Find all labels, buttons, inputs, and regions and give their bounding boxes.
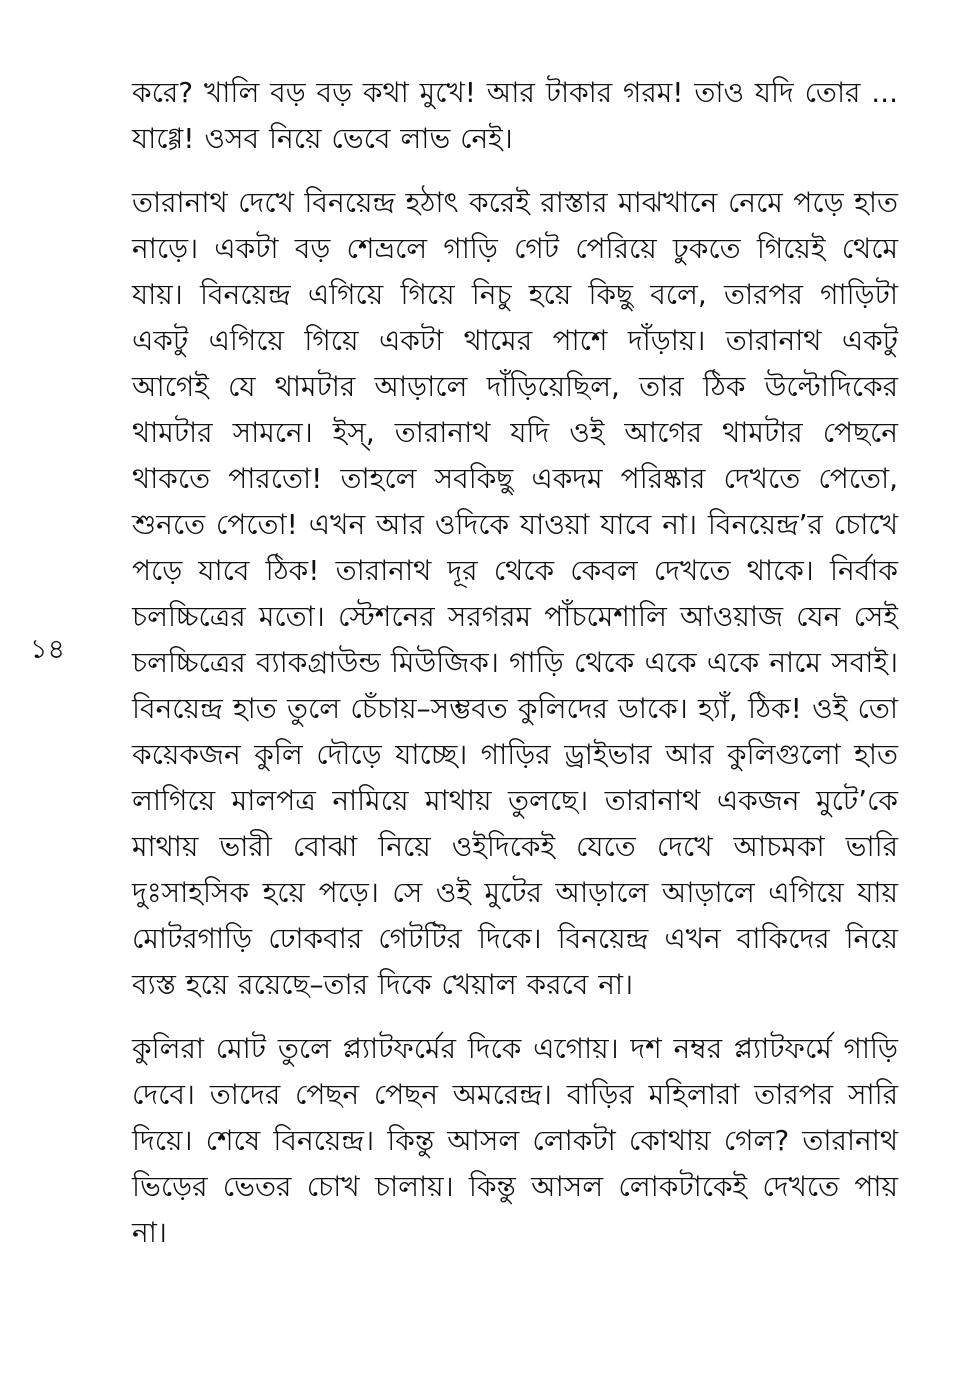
page-body [132, 70, 898, 1256]
paragraph-1: করে? খালি বড় বড় কথা মুখে! আর টাকার গরম! তাও যদি তোর ... যাগ্গে! ওসব নিয়ে ভেবে লাভ নেই। [132, 76, 898, 155]
paragraph-2: তারানাথ দেখে বিনয়েন্দ্র হঠাৎ করেই রাস্তার মাঝখানে নেমে পড়ে হাত নাড়ে। একটা বড় শেভ্রলে গাড়ি গেট পেরিয়ে ঢুকতে গিয়েই থেমে যায়। বিনয়েন্দ্র এগিয়ে গিয়ে নিচু হয়ে কিছু বলে, তারপর গাড়িটা একটু এগিয়ে গিয়ে একটা থামের পাশে দাঁড়ায়। তারানাথ একটু আগেই যে থামটার আড়ালে দাঁড়িয়েছিল, তার ঠিক উল্টোদিকের থামটার সামনে। ইস্, তারানাথ যদি ওই আগের থামটার পেছনে থাকতে পারতো! তাহলে সবকিছু একদম পরিষ্কার দেখতে পেতো, শুনতে পেতো! এখন আর ওদিকে যাওয়া যাবে না। বিনয়েন্দ্র’র চোখে পড়ে যাবে ঠিক! তারানাথ দূর থেকে কেবল দেখতে থাকে। নির্বাক চলচ্চিত্রের মতো। স্টেশনের সরগরম পাঁচমেশালি আওয়াজ যেন সেই চলচ্চিত্রের ব্যাকগ্রাউন্ড মিউজিক। গাড়ি থেকে একে একে নামে সবাই। বিনয়েন্দ্র হাত তুলে চেঁচায়–সম্ভবত কুলিদের ডাকে। হ্যাঁ, ঠিক! ওই তো কয়েকজন কুলি দৌড়ে যাচ্ছে। গাড়ির ড্রাইভার আর কুলিগুলো হাত লাগিয়ে মালপত্র নামিয়ে মাথায় তুলছে। তারানাথ একজন মুটে’কে মাথায় ভারী বোঝা নিয়ে ওইদিকেই যেতে দেখে আচমকা ভারি দুঃসাহসিক হয়ে পড়ে। সে ওই মুটের আড়ালে আড়ালে এগিয়ে যায় মোটরগাড়ি ঢোকবার গেটটির দিকে। বিনয়েন্দ্র এখন বাকিদের নিয়ে ব্যস্ত হয়ে রয়েছে–তার দিকে খেয়াল করবে না। [132, 186, 898, 1001]
paragraph-3: কুলিরা মোট তুলে প্ল্যাটফর্মের দিকে এগোয়। দশ নম্বর প্ল্যাটফর্মে গাড়ি দেবে। তাদের পেছন পেছন অমরেন্দ্র। বাড়ির মহিলারা তারপর সারি দিয়ে। শেষে বিনয়েন্দ্র। কিন্তু আসল লোকটা কোথায় গেল? তারানাথ ভিড়ের ভেতর চোখ চালায়। কিন্তু আসল লোকটাকেই দেখতে পায় না। [132, 1032, 898, 1249]
page-number: ১৪ [30, 634, 66, 665]
